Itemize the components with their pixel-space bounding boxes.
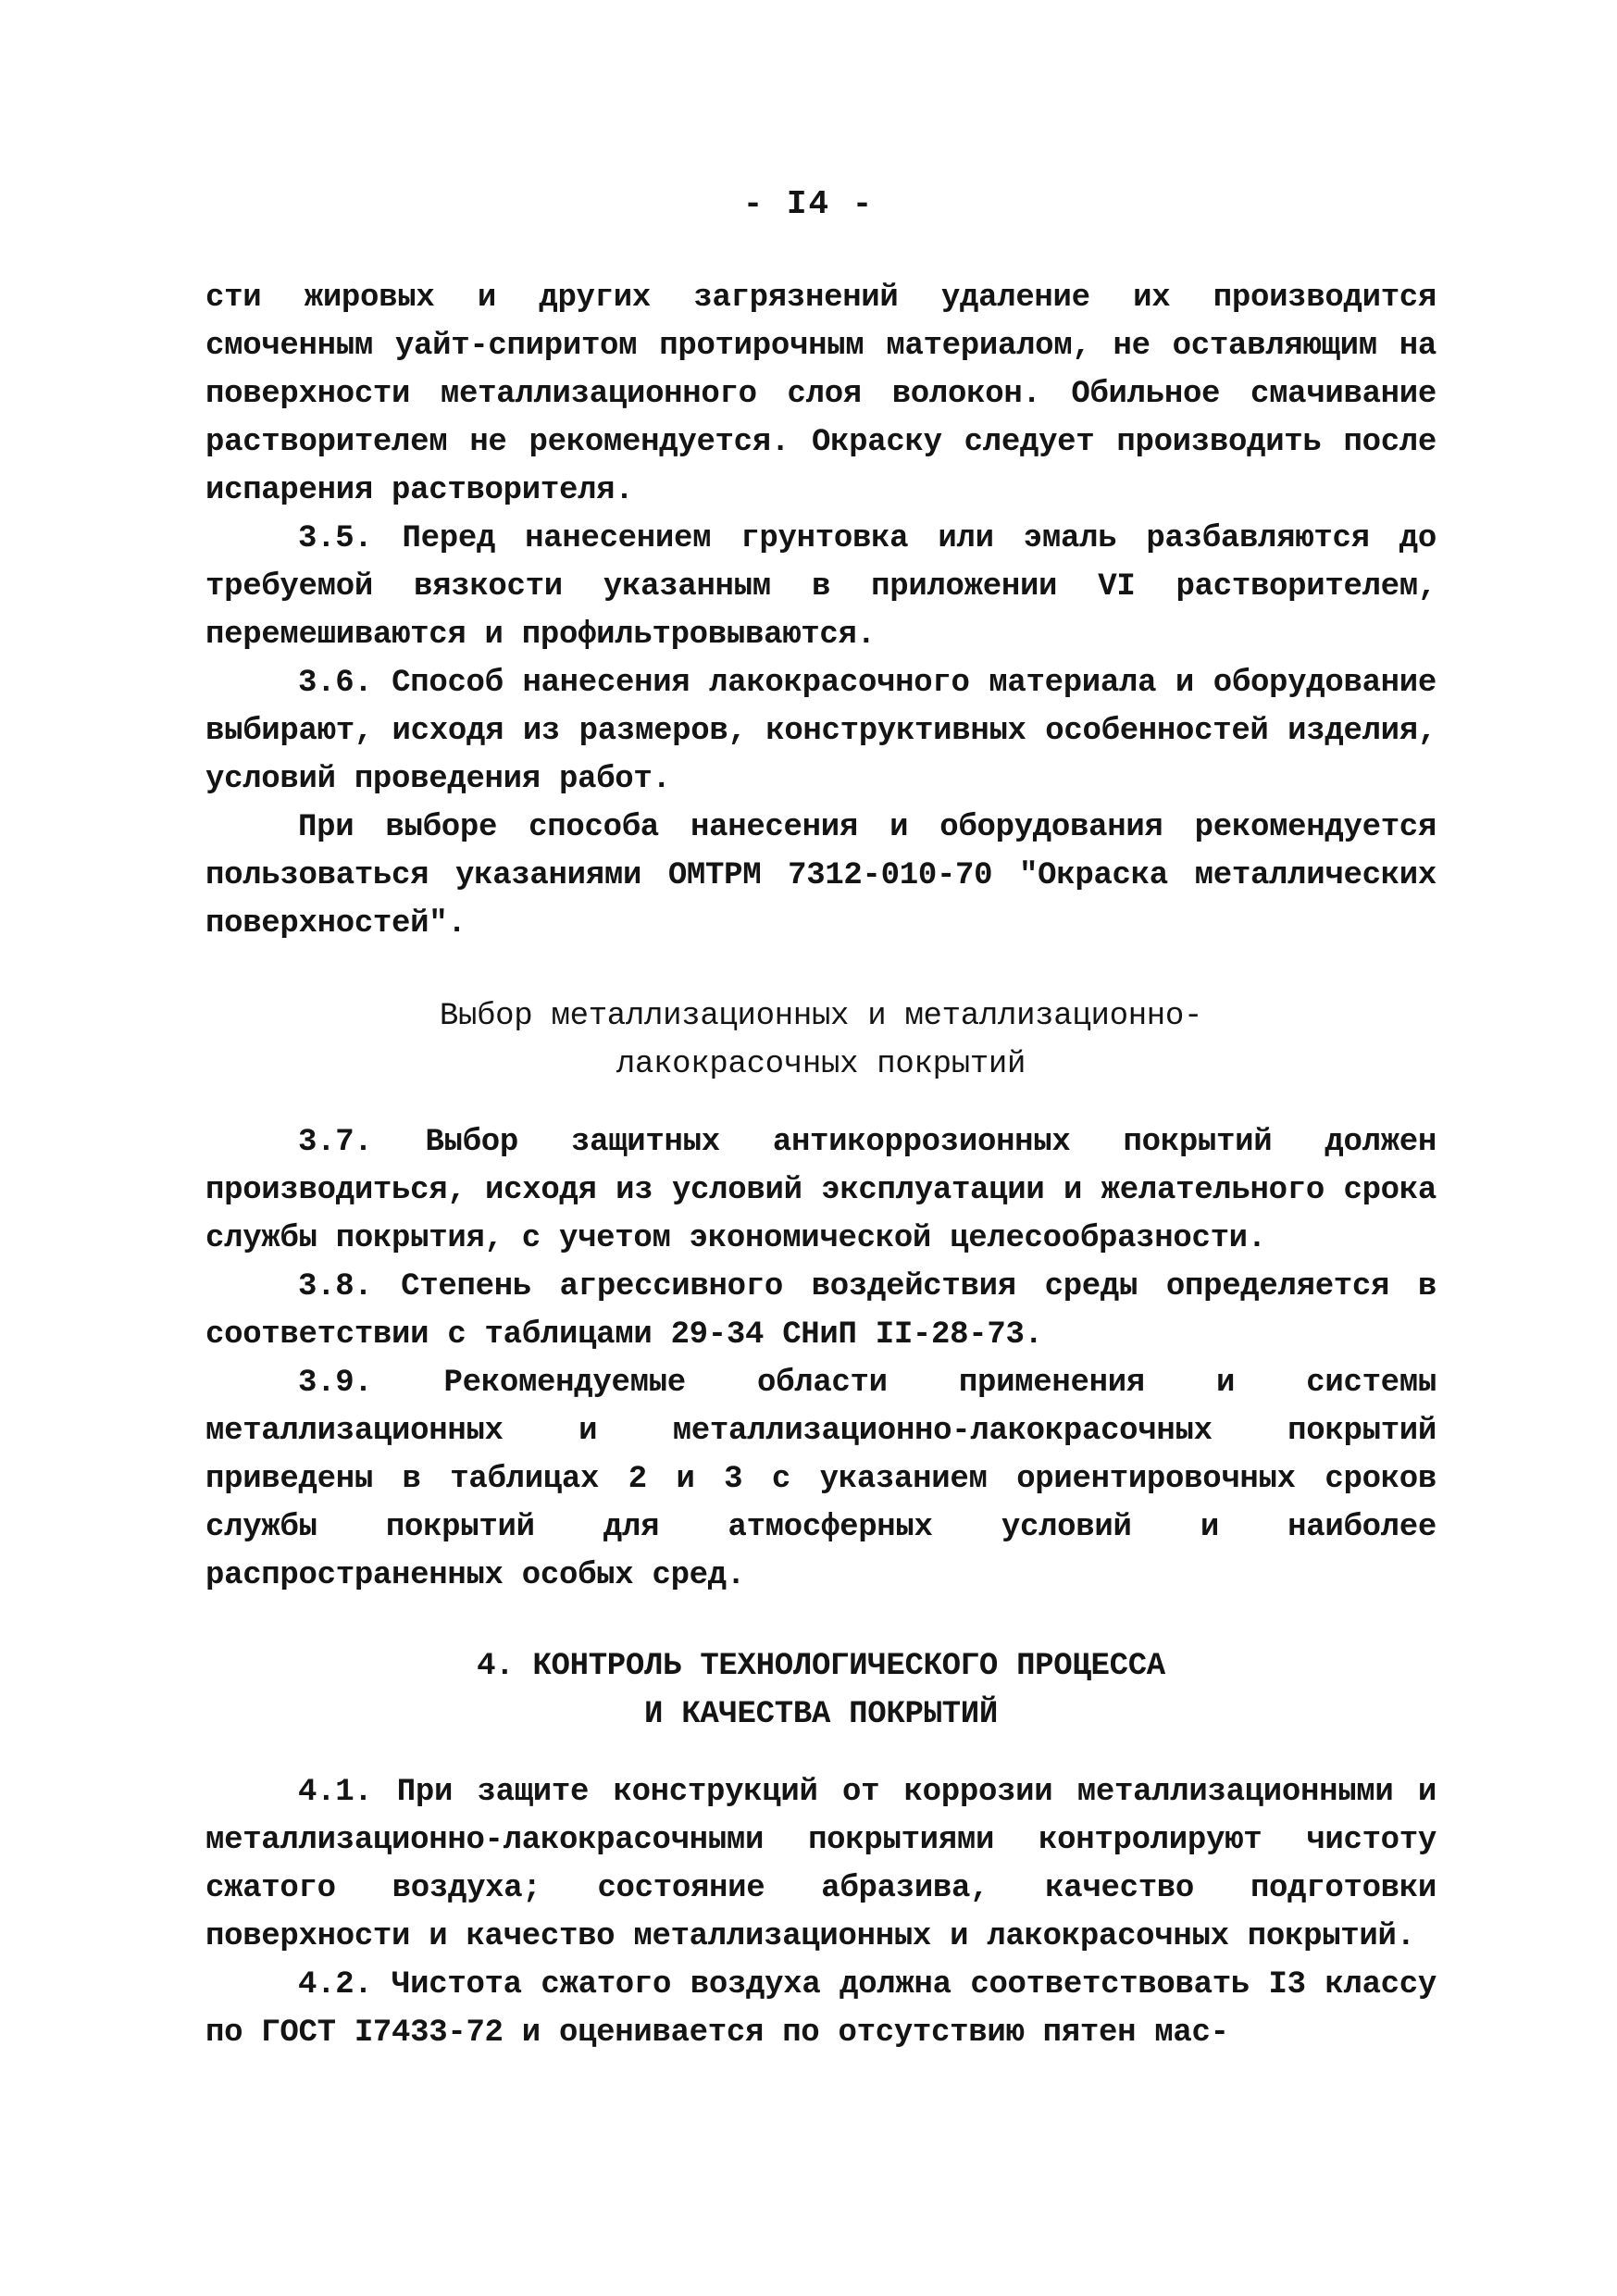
subsection-heading-coating-selection xyxy=(205,992,1437,1089)
heading-line-2: И КАЧЕСТВА ПОКРЫТИЙ xyxy=(644,1697,998,1732)
coating-selection-section xyxy=(205,1118,1437,1600)
section-3-continuation xyxy=(205,274,1437,948)
paragraph-solvent-cleaning: сти жировых и других загрязнений удаление их производится смоченным уайт-спиритом протирочным материалом, не оставляющим на поверхности металлизационного слоя волокон. Обильное смачивание растворителем не рекомендуется. Окраску следует производить после испарения растворителя. xyxy=(205,281,1437,508)
paragraph-method-selection: При выборе способа нанесения и оборудования рекомендуется пользоваться указаниями ОМТРМ 7312-010-70 "Окраска металлических поверхностей". xyxy=(205,810,1437,942)
paragraph-4-2: 4.2. Чистота сжатого воздуха должна соответствовать I3 классу по ГОСТ I7433-72 и оценивается по отсутствию пятен мас- xyxy=(205,1967,1437,2051)
heading-line-1: 4. КОНТРОЛЬ ТЕХНОЛОГИЧЕСКОГО ПРОЦЕССА xyxy=(477,1649,1165,1684)
paragraph-3-7: 3.7. Выбор защитных антикоррозионных покрытий должен производиться, исходя из условий эксплуатации и желательного срока службы покрытия, с учетом экономической целесообразности. xyxy=(205,1125,1437,1256)
paragraph-4-1: 4.1. При защите конструкций от коррозии металлизационными и металлизационно-лакокрасочными покрытиями контролируют чистоту сжатого воздуха; состояние абразива, качество подготовки поверхности и качество металлизационных и лакокрасочных покрытий. xyxy=(205,1775,1437,1954)
section-4-heading xyxy=(205,1642,1437,1739)
heading-line-2: лакокрасочных покрытий xyxy=(616,1047,1026,1082)
paragraph-3-8: 3.8. Степень агрессивного воздействия среды определяется в соответствии с таблицами 29-34 СНиП II-28-73. xyxy=(205,1269,1437,1353)
paragraph-3-5: 3.5. Перед нанесением грунтовка или эмаль разбавляются до требуемой вязкости указанным в приложении VI растворителем, перемешиваются и профильтровываются. xyxy=(205,521,1437,653)
page-number: - I4 - xyxy=(742,185,875,223)
paragraph-3-6: 3.6. Способ нанесения лакокрасочного материала и оборудование выбирают, исходя из размеров, конструктивных особенностей изделия, условий проведения работ. xyxy=(205,666,1437,797)
paragraph-3-9: 3.9. Рекомендуемые области применения и системы металлизационных и металлизационно-лакокрасочных покрытий приведены в таблицах 2 и 3 с указанием ориентировочных сроков службы покрытий для атмосферных условий и наиболее распространенных особых сред. xyxy=(205,1366,1437,1593)
section-4-body xyxy=(205,1768,1437,2057)
heading-line-1: Выбор металлизационных и металлизационно- xyxy=(439,999,1203,1034)
